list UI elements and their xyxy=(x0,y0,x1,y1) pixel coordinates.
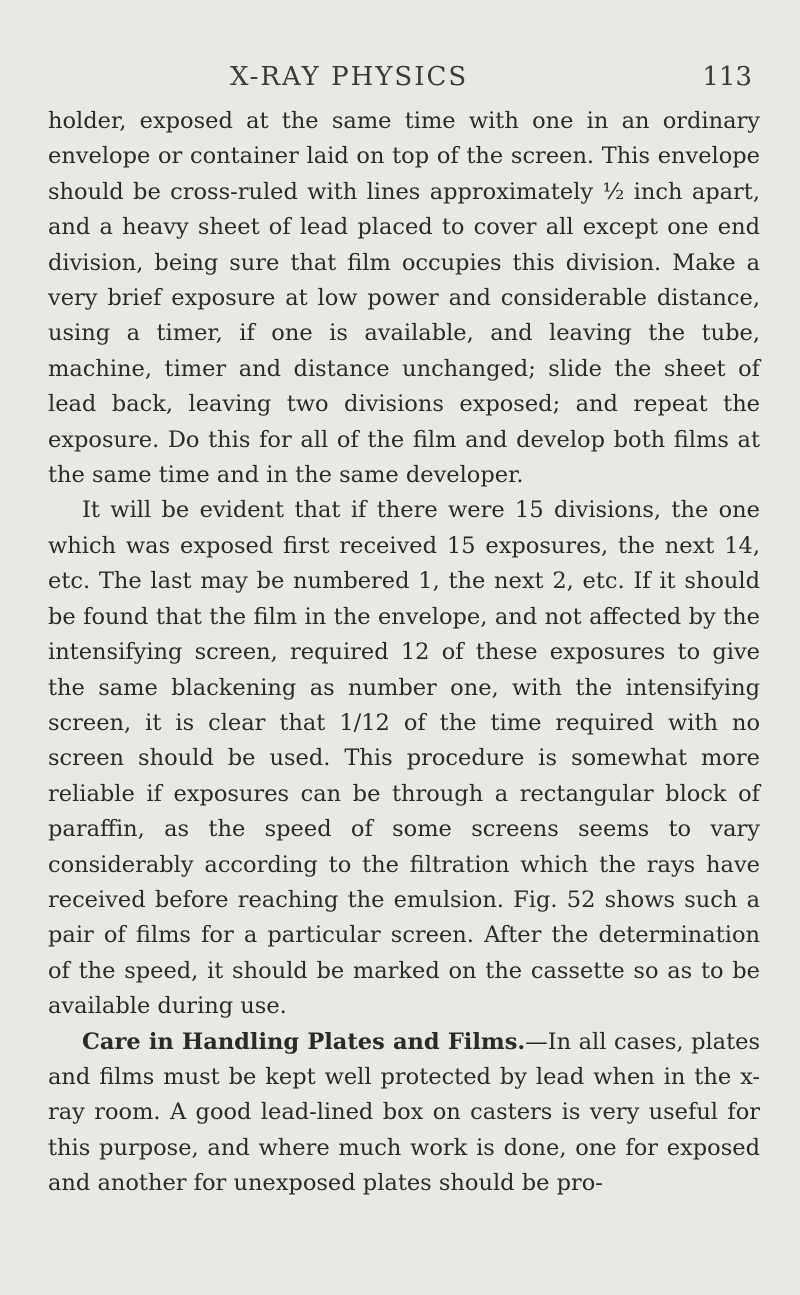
paragraph xyxy=(48,1025,760,1202)
running-head xyxy=(0,62,800,106)
body-text xyxy=(48,104,760,1202)
page-number: 113 xyxy=(702,62,752,92)
paragraph-text: —In all cases, plates and films must be kept well protected by lead when in the x-ray room. A good lead-lined box on casters is very useful for this purpose, and where much work is done, one for exposed and another for unexposed plates should be pro- xyxy=(48,1028,760,1197)
section-run-in-heading: Care in Handling Plates and Films. xyxy=(82,1028,526,1055)
paragraph xyxy=(48,104,760,493)
paragraph-text: holder, exposed at the same time with one in an ordinary envelope or container laid on top of the screen. This envelope should be cross-ruled with lines approximately ½ inch apart, and a heavy sheet of lead placed to cover all except one end division, being sure that film occupies this division. Make a very brief exposure at low power and considerable distance, using a timer, if one is available, and leaving the tube, machine, timer and distance unchanged; slide the sheet of lead back, leaving two divisions exposed; and repeat the exposure. Do this for all of the film and develop both films at the same time and in the same developer. xyxy=(48,108,760,489)
paragraph xyxy=(48,493,760,1024)
running-title: X-RAY PHYSICS xyxy=(230,62,469,92)
paragraph-text: It will be evident that if there were 15 divisions, the one which was exposed first received 15 exposures, the next 14, etc. The last may be numbered 1, the next 2, etc. If it should be found that the film in the envelope, and not affected by the intensifying screen, required 12 of these exposures to give the same blackening as number one, with the intensifying screen, it is clear that 1/12 of the time required with no screen should be used. This procedure is somewhat more reliable if exposures can be through a rectangular block of paraffin, as the speed of some screens seems to vary considerably according to the filtration which the rays have received before reaching the emulsion. Fig. 52 shows such a pair of films for a particular screen. After the determination of the speed, it should be marked on the cassette so as to be available during use. xyxy=(48,497,760,1020)
